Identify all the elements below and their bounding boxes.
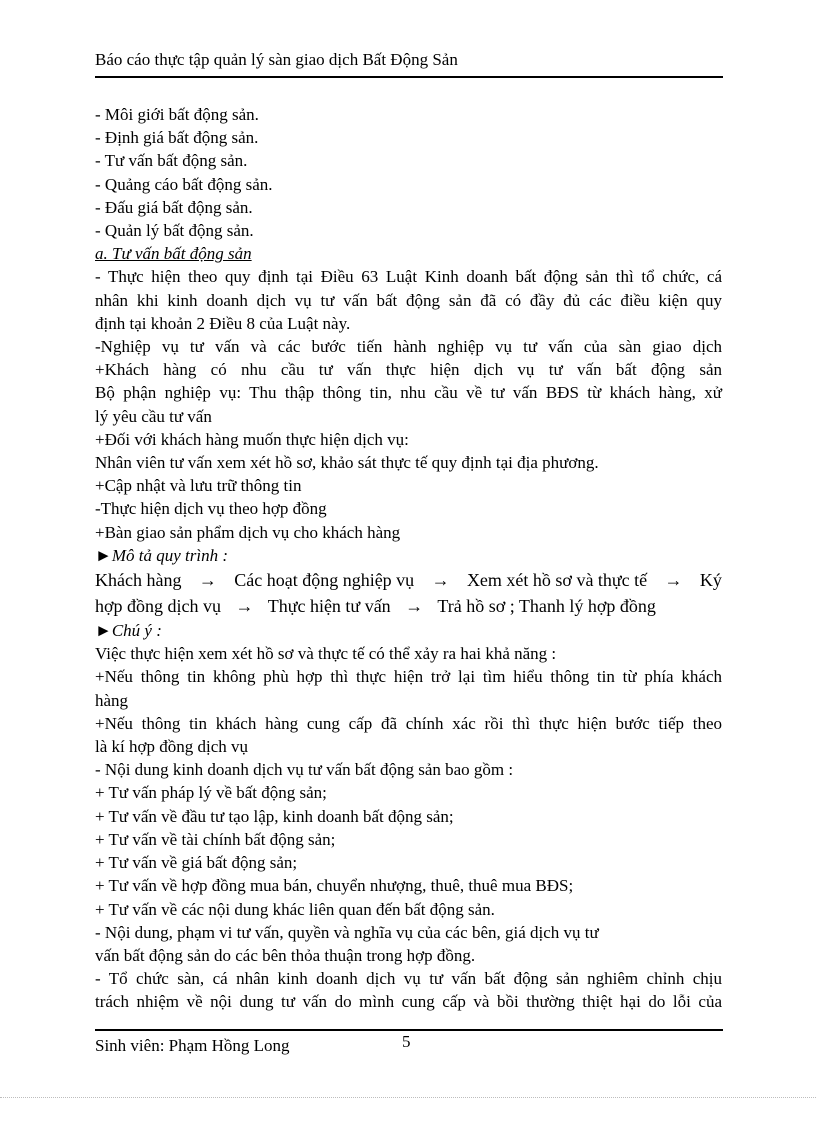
text-line: - Môi giới bất động sản. — [95, 105, 259, 124]
text-line: Nhân viên tư vấn xem xét hồ sơ, khảo sát thực tế quy định tại địa phương. — [95, 453, 599, 473]
text-line: +Cập nhật và lưu trữ thông tin — [95, 476, 302, 496]
flow-step: Trả hồ sơ ; Thanh lý hợp đồng — [437, 596, 656, 617]
flow-arrow: → — [664, 570, 683, 591]
page-header-title: Báo cáo thực tập quản lý sàn giao dịch Bất Động Sản — [95, 50, 458, 69]
text-line: + Tư vấn về các nội dung khác liên quan đến bất động sản. — [95, 899, 495, 919]
text-line: -Thực hiện dịch vụ theo hợp đồng — [95, 499, 327, 519]
flow-step: Các hoạt động nghiệp vụ — [234, 570, 415, 591]
text-line: +Nếu thông tin không phù hợp thì thực hiện trở lại tìm hiểu thông tin từ phía khách — [95, 667, 722, 687]
text-line: + Tư vấn về giá bất động sản; — [95, 853, 298, 873]
footer-rule — [95, 1029, 723, 1031]
text-line: -Nghiệp vụ tư vấn và các bước tiến hành nghiệp vụ tư vấn của sàn giao dịch — [95, 337, 722, 357]
text-line: +Đối với khách hàng muốn thực hiện dịch vụ: — [95, 429, 409, 449]
flow-step: Ký — [699, 570, 722, 591]
text-line: - Quản lý bất động sản. — [95, 221, 254, 241]
process-flow-row — [95, 593, 722, 619]
text-line: - Đấu giá bất động sản. — [95, 197, 253, 217]
section-heading: a. Tư vấn bất động sản — [95, 244, 252, 264]
text-line: - Quảng cáo bất động sản. — [95, 174, 273, 194]
text-line: + Tư vấn pháp lý về bất động sản; — [95, 783, 327, 803]
text-line: +Nếu thông tin khách hàng cung cấp đã chính xác rồi thì thực hiện bước tiếp theo — [95, 713, 722, 733]
text-line: - Nội dung kinh doanh dịch vụ tư vấn bất động sản bao gồm : — [95, 760, 514, 780]
process-flow — [95, 567, 722, 619]
footer-student: Sinh viên: Phạm Hồng Long — [95, 1036, 290, 1055]
text-line: là kí hợp đồng dịch vụ — [95, 737, 248, 757]
page-edge-divider — [0, 1097, 816, 1098]
process-flow-row — [95, 567, 722, 593]
flow-step: Khách hàng — [95, 570, 182, 591]
text-line: hàng — [95, 690, 129, 710]
text-line: vấn bất động sản do các bên thỏa thuận trong hợp đồng. — [95, 945, 476, 965]
flow-arrow: → — [235, 596, 254, 617]
document-body — [95, 103, 722, 1014]
text-line: +Khách hàng có nhu cầu tư vấn thực hiện dịch vụ tư vấn bất động sản — [95, 360, 722, 380]
text-line: - Tổ chức sàn, cá nhân kinh doanh dịch vụ tư vấn bất động sản nghiêm chỉnh chịu — [95, 969, 722, 989]
text-line: - Nội dung, phạm vi tư vấn, quyền và nghĩa vụ của các bên, giá dịch vụ tư — [95, 922, 599, 942]
text-line: + Tư vấn về đầu tư tạo lập, kinh doanh bất động sản; — [95, 806, 454, 826]
text-line: + Tư vấn về tài chính bất động sản; — [95, 829, 336, 849]
text-line: lý yêu cầu tư vấn — [95, 406, 212, 426]
text-line: Bộ phận nghiệp vụ: Thu thập thông tin, nhu cầu về tư vấn BĐS từ khách hàng, xử — [95, 383, 722, 403]
text-line: định tại khoản 2 Điều 8 của Luật này. — [95, 313, 351, 333]
note-heading: ►Chú ý : — [95, 621, 162, 641]
text-line: - Định giá bất động sản. — [95, 128, 259, 148]
text-line: +Bàn giao sản phẩm dịch vụ cho khách hàng — [95, 522, 401, 542]
flow-arrow: → — [431, 570, 450, 591]
text-line: Việc thực hiện xem xét hồ sơ và thực tế có thể xảy ra hai khả năng : — [95, 644, 557, 664]
text-line: trách nhiệm về nội dung tư vấn do mình cung cấp và bồi thường thiệt hại do lỗi của — [95, 992, 722, 1012]
process-heading: ►Mô tả quy trình : — [95, 545, 228, 565]
header-rule — [95, 76, 723, 78]
flow-arrow: → — [198, 570, 217, 591]
text-line: - Thực hiện theo quy định tại Điều 63 Luật Kinh doanh bất động sản thì tổ chức, cá — [95, 267, 722, 287]
flow-step: Thực hiện tư vấn — [267, 596, 391, 617]
page-number: 5 — [402, 1032, 411, 1051]
text-line: - Tư vấn bất động sản. — [95, 151, 248, 171]
flow-step: Xem xét hồ sơ và thực tế — [466, 570, 648, 591]
text-line: nhân khi kinh doanh dịch vụ tư vấn bất động sản đã có đầy đủ các điều kiện quy — [95, 290, 722, 310]
flow-arrow: → — [405, 596, 424, 617]
flow-step: hợp đồng dịch vụ — [95, 596, 222, 617]
text-line: + Tư vấn về hợp đồng mua bán, chuyển nhượng, thuê, thuê mua BĐS; — [95, 876, 574, 896]
